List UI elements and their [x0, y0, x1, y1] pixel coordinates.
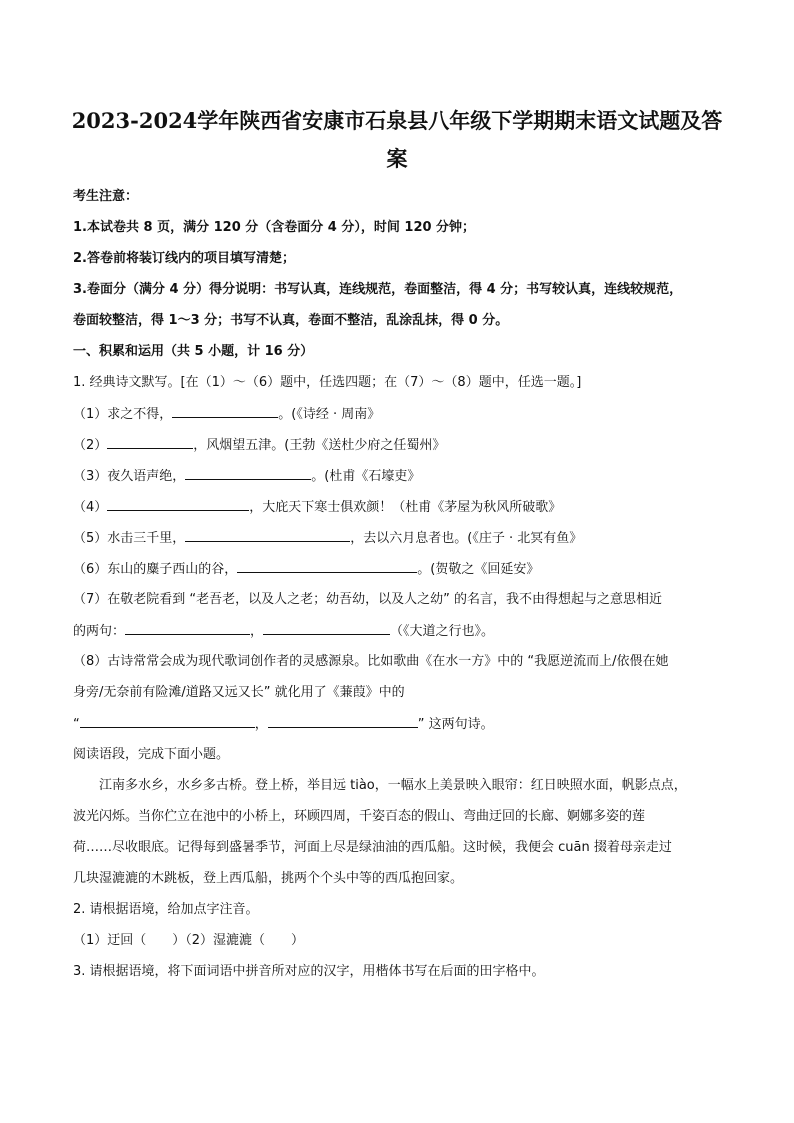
text: ， [254, 717, 268, 732]
question-1-item-2 [73, 435, 733, 456]
reading-passage-line-1: 江南多水乡，水乡多古桥。登上桥，举目远 tiào，一幅水上美景映入眼帘：红日映照水面，帆影点点， [99, 778, 687, 793]
reading-passage-line-4: 几块湿漉漉的木跳板，登上西瓜船，挑两个个头中等的西瓜抱回家。 [73, 871, 464, 886]
question-1-item-5 [73, 528, 733, 549]
answer-blank [107, 435, 193, 449]
text: （4） [73, 500, 108, 515]
text: （6）东山的麋子西山的谷， [73, 562, 238, 577]
text: （1）求之不得， [73, 407, 173, 422]
question-2-items: （1）迂回（ ）（2）湿漉漉（ ） [73, 933, 305, 948]
notice-item-3-line-2: 卷面较整洁，得 1～3 分；书写不认真，卷面不整洁，乱涂乱抹，得 0 分。 [73, 313, 509, 328]
answer-blank [185, 466, 311, 480]
question-1-item-6 [73, 559, 733, 580]
text: ，大庇天下寒士俱欢颜！（杜甫《茅屋为秋风所破歌》 [249, 500, 562, 515]
text: ，风烟望五津。(王勃《送杜少府之任蜀州》 [193, 438, 446, 453]
answer-blank [237, 559, 417, 573]
question-1-item-8-line-2: 身旁/无奈前有险滩/道路又远又长” 就化用了《蒹葭》中的 [73, 685, 405, 700]
reading-passage-line-2: 波光闪烁。当你伫立在池中的小桥上，环顾四周，千姿百态的假山、弯曲迂回的长廊、婀娜多姿的莲 [73, 809, 646, 824]
answer-blank [80, 714, 255, 728]
notice-item-3-line-1: 3.卷面分（满分 4 分）得分说明：书写认真，连线规范，卷面整洁，得 4 分；书写较认真，连线较规范， [73, 282, 683, 297]
answer-blank [172, 404, 278, 418]
answer-blank [185, 528, 350, 542]
section-1-heading: 一、积累和运用（共 5 小题，计 16 分） [73, 344, 314, 359]
text: 的两句： [73, 624, 126, 639]
question-1-intro: 1. 经典诗文默写。[在（1）～（6）题中，任选四题；在（7）～（8）题中，任选一题。] [73, 375, 582, 390]
text: （2） [73, 438, 108, 453]
question-1-item-8-line-1: （8）古诗常常会成为现代歌词创作者的灵感源泉。比如歌曲《在水一方》中的 “我愿逆流而上/依偎在她 [73, 654, 669, 669]
reading-intro: 阅读语段，完成下面小题。 [73, 747, 230, 762]
text: （《大道之行也》。 [390, 624, 495, 639]
question-2: 2. 请根据语境，给加点字注音。 [73, 902, 259, 917]
notice-item-1: 1.本试卷共 8 页，满分 120 分（含卷面分 4 分），时间 120 分钟； [73, 220, 476, 235]
text: 。(《诗经 · 周南》 [278, 407, 381, 422]
text: 。(贺敬之《回延安》 [417, 562, 540, 577]
notice-heading: 考生注意： [73, 189, 139, 204]
exam-title-line-1: 2023-2024学年陕西省安康市石泉县八年级下学期期末语文试题及答 [71, 108, 723, 133]
answer-blank [268, 714, 418, 728]
text: ，去以六月息者也。(《庄子 · 北冥有鱼》 [350, 531, 583, 546]
notice-item-2: 2.答卷前将装订线内的项目填写清楚； [73, 251, 295, 266]
question-1-item-1 [73, 404, 733, 425]
question-1-item-7-line-1: （7）在敬老院看到 “老吾老，以及人之老；幼吾幼，以及人之幼” 的名言，我不由得想起与之意思相近 [73, 592, 663, 607]
text: ， [250, 624, 264, 639]
text: （5）水击三千里， [73, 531, 186, 546]
question-3: 3. 请根据语境，将下面词语中拼音所对应的汉字，用楷体书写在后面的田字格中。 [73, 964, 545, 979]
text: ” 这两句诗。 [417, 717, 494, 732]
text: （3）夜久语声绝， [73, 469, 186, 484]
text: “ [73, 717, 80, 732]
answer-blank [263, 621, 390, 635]
reading-passage-line-3: 荷……尽收眼底。记得每到盛暑季节，河面上尽是绿油油的西瓜船。这时候，我便会 cuān 掇着母亲走过 [73, 840, 672, 855]
exam-title-line-2: 案 [386, 146, 408, 171]
question-1-item-8-line-3 [73, 714, 733, 735]
text: 。(杜甫《石壕吏》 [311, 469, 421, 484]
question-1-item-7-line-2 [73, 621, 733, 642]
question-1-item-3 [73, 466, 733, 487]
answer-blank [125, 621, 250, 635]
question-1-item-4 [73, 497, 733, 518]
answer-blank [107, 497, 249, 511]
